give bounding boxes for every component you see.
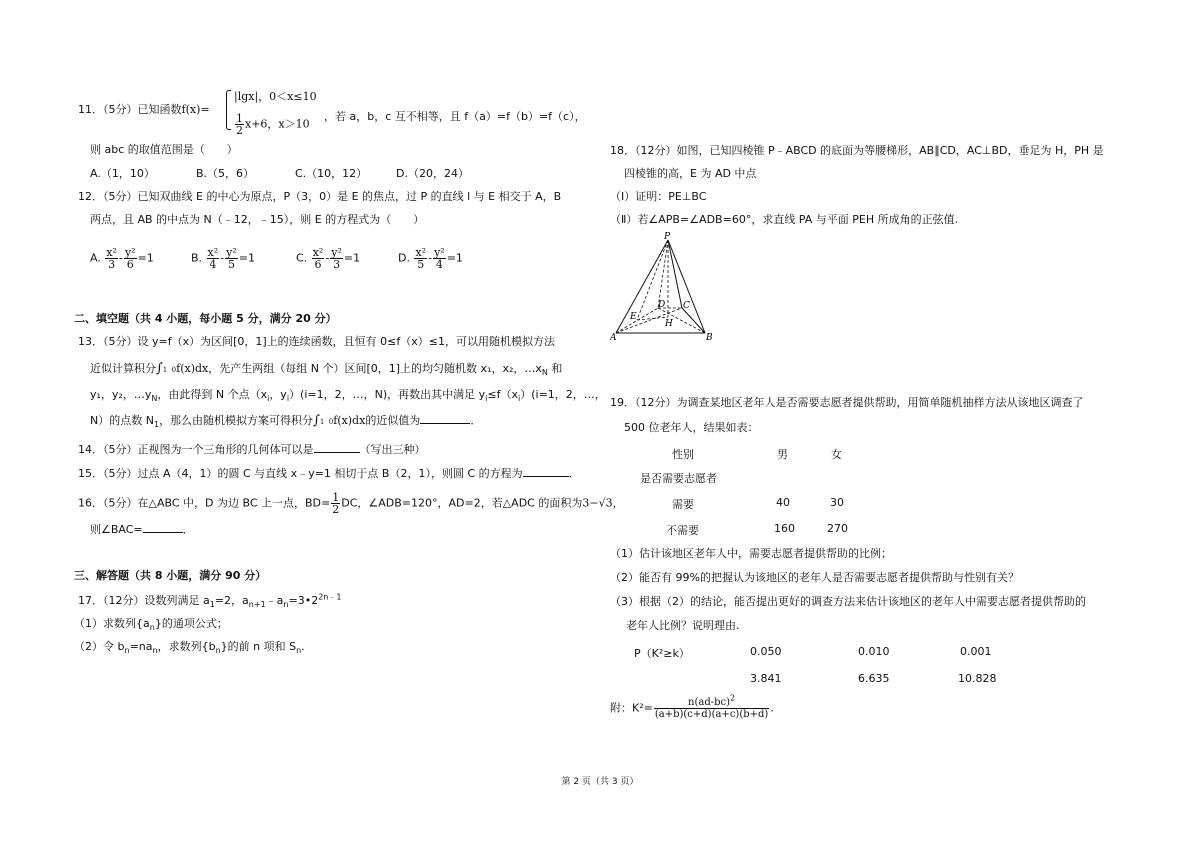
- survey-row1-male: 40: [776, 496, 790, 509]
- q19-line1: 19．（12分）为调查某地区老年人是否需要志愿者提供帮助，用简单随机抽样方法从该地区调查了: [610, 396, 1084, 409]
- q12-option-d: D. $\frac{\text{x²}}{5}$ - $\frac{\text{y²}}{4}$ =1: [398, 246, 463, 271]
- label-a: A: [610, 333, 617, 343]
- q11-option-d: D.（20，24）: [396, 167, 469, 180]
- survey-row1-female: 30: [830, 496, 844, 509]
- q18-line2: 四棱锥的高，E 为 AD 中点: [624, 167, 757, 180]
- label-c: C: [683, 301, 690, 311]
- right-column: [610, 0, 1130, 848]
- pyramid-figure: [610, 230, 720, 345]
- survey-header-gender: 性别: [672, 448, 694, 461]
- q17-part1: （1）求数列$\{a_n\}$的通项公式；: [74, 617, 228, 633]
- k-table-p2: 0.010: [858, 645, 890, 658]
- label-h: H: [665, 319, 673, 329]
- q12-line1: 12．（5分）已知双曲线 E 的中心为原点，P（3，0）是 E 的焦点，过 P 的直线 l 与 E 相交于 A，B: [78, 190, 562, 203]
- page-footer: 第 2 页（共 3 页）: [561, 777, 639, 787]
- q19-part3-line2: 老年人比例？说明理由.: [626, 619, 740, 632]
- label-p: P: [664, 232, 671, 242]
- q13-line2: 近似计算积分∫1 0f(x)dx，先产生两组（每组 N 个）区间[0，1]上的均匀随机数 x₁，x₂，$\dots x_N$ 和: [90, 361, 563, 378]
- q18-part2: （Ⅱ）若∠APB=∠ADB=60°，求直线 PA 与平面 PEH 所成角的正弦值.: [610, 213, 959, 226]
- q11-line1: 11．（5分）已知函数f(x)=: [78, 103, 210, 116]
- section-2-heading: 二、填空题（共 4 小题，每小题 5 分，满分 20 分）: [74, 312, 337, 325]
- q19-part2: （2）能否有 99%的把握认为该地区的老年人是否需要志愿者提供帮助与性别有关？: [610, 571, 1019, 584]
- q11-case1: |lgx|，0＜x≤10: [234, 90, 317, 103]
- q13-line3: y₁，y₂，$\dots y_N$，由此得到 N 个点（$x_i$，$y_i)(i=1$，2，…，N)，再数出其中满足 $y_i\le f(x_i)(i=1$，2，…，: [90, 388, 606, 404]
- label-e: E: [630, 312, 637, 322]
- survey-header-male: 男: [777, 448, 788, 461]
- k-table-k1: 3.841: [750, 672, 782, 685]
- q15-answer-blank[interactable]: [523, 466, 569, 477]
- q12-option-b: B. $\frac{\text{x²}}{4}$ - $\frac{\text{y²}}{5}$ =1: [191, 246, 255, 271]
- q11-case2: $\frac{1}{2}$ x+6，x＞10: [236, 112, 310, 137]
- q11-condition: ，若 a，b，c 互不相等，且 f（a）=f（b）=f（c），: [324, 110, 586, 123]
- section-3-heading: 三、解答题（共 8 小题，满分 90 分）: [74, 569, 267, 582]
- q17-part2: （2）令 $b_n=na_n$，求数列$\{b_n\}$的前 n 项和 $S_n$.: [74, 640, 305, 656]
- q19-line2: 500 位老年人，结果如表：: [624, 421, 759, 434]
- k-table-p1: 0.050: [750, 645, 782, 658]
- label-d: D: [658, 300, 666, 310]
- q12-option-a: A. $\frac{\text{x²}}{3}$ - $\frac{\text{y²}}{6}$ =1: [90, 246, 154, 271]
- q13-line4: N）的点数 $N_1$，那么由随机模拟方案可得积分∫1 0f(x)dx的近似值为 ．: [90, 413, 482, 430]
- survey-row2-female: 270: [827, 522, 848, 535]
- q11-option-b: B.（5，6）: [196, 167, 255, 180]
- q14-answer-blank[interactable]: [314, 442, 360, 453]
- survey-row1-label: 需要: [672, 498, 694, 511]
- k-table-p3: 0.001: [960, 645, 992, 658]
- q11-line2: 则 abc 的取值范围是（ ）: [90, 143, 238, 156]
- q18-part1: （Ⅰ）证明：PE⊥BC: [610, 190, 707, 203]
- k-table-k3: 10.828: [958, 672, 997, 685]
- k-table-label: P（K²≥k）: [634, 647, 690, 660]
- q16-line2: 则∠BAC= ．: [90, 523, 194, 536]
- q19-part3-line1: （3）根据（2）的结论，能否提出更好的调查方法来估计该地区的老年人中需要志愿者提供帮助的: [610, 595, 1086, 608]
- q14-line: 14．（5分）正视图为一个三角形的几何体可以是 （写出三种）: [78, 443, 426, 456]
- q12-option-c: C. $\frac{\text{x²}}{6}$ - $\frac{\text{y²}}{3}$ =1: [296, 246, 361, 271]
- q16-answer-blank[interactable]: [143, 522, 183, 533]
- label-b: B: [706, 333, 713, 343]
- q13-answer-blank[interactable]: [420, 413, 470, 424]
- q12-line2: 两点，且 AB 的中点为 N（﹣12，﹣15），则 E 的方程式为（ ）: [90, 213, 425, 226]
- q16-line1: 16．（5分）在△ABC 中，D 为边 BC 上一点，BD= $\frac{1}{2}$ DC，∠ADB=120°，AD=2，若△ADC 的面积为3−√3，: [78, 491, 624, 516]
- chi-square-formula: 附：K²= $\frac{n(ad-bc)^2}{(a+b)(c+d)(a+c)(b+d)}$ .: [610, 693, 774, 720]
- survey-row2-label: 不需要: [666, 524, 699, 537]
- q13-line1: 13．（5分）设 y=f（x）为区间[0，1]上的连续函数，且恒有 0≤f（x）≤1，可以用随机模拟方法: [78, 335, 555, 348]
- k-table-k2: 6.635: [858, 672, 890, 685]
- survey-header-female: 女: [831, 448, 842, 461]
- q11-option-a: A.（1，10）: [90, 167, 155, 180]
- survey-row-header: 是否需要志愿者: [640, 472, 717, 485]
- survey-row2-male: 160: [774, 522, 795, 535]
- q17-line1: 17．（12分）设数列满足 $a_1=2$，$a_{n+1}﹣a_n=3•2^{2n﹣1}$: [78, 592, 342, 610]
- q11-piecewise-brace: [226, 90, 231, 130]
- q18-line1: 18．（12分）如图，已知四棱锥 P﹣ABCD 的底面为等腰梯形，AB∥CD，AC⊥BD，垂足为 H，PH 是: [610, 144, 1104, 157]
- q19-part1: （1）估计该地区老年人中，需要志愿者提供帮助的比例；: [610, 547, 892, 560]
- q11-option-c: C.（10，12）: [295, 167, 368, 180]
- q15-line: 15．（5分）过点 A（4，1）的圆 C 与直线 x﹣y=1 相切于点 B（2，1），则圆 C 的方程为 ．: [78, 467, 580, 480]
